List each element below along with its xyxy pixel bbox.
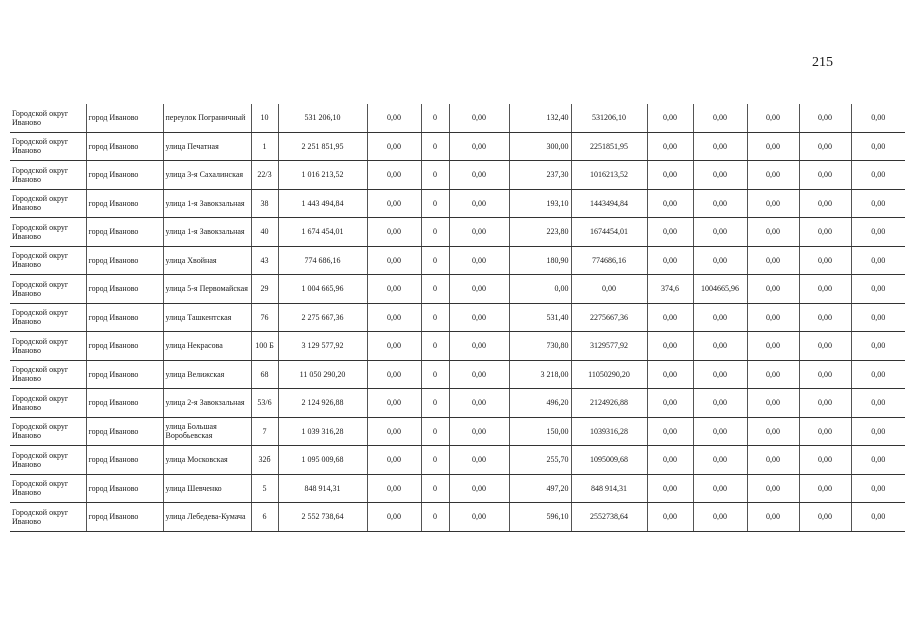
area-cell: 180,90 <box>509 246 571 275</box>
district-cell: Городской округ Иваново <box>10 132 86 161</box>
amount-cell: 531206,10 <box>571 104 647 132</box>
total-cost-cell: 3 129 577,92 <box>278 332 367 361</box>
table-row <box>10 303 905 332</box>
value-cell: 0,00 <box>851 360 905 389</box>
table-row <box>10 104 905 132</box>
value-cell: 0,00 <box>449 503 509 532</box>
value-cell: 0,00 <box>647 446 693 475</box>
value-cell: 0,00 <box>799 303 851 332</box>
amount-cell: 1095009,68 <box>571 446 647 475</box>
total-cost-cell: 774 686,16 <box>278 246 367 275</box>
value-cell: 0,00 <box>747 417 799 446</box>
city-cell: город Иваново <box>86 332 163 361</box>
value-cell: 0,00 <box>747 332 799 361</box>
value-cell: 0,00 <box>851 246 905 275</box>
value-cell: 0,00 <box>367 189 421 218</box>
value-cell: 0,00 <box>851 218 905 247</box>
value-cell: 0,00 <box>851 503 905 532</box>
district-cell: Городской округ Иваново <box>10 360 86 389</box>
value-cell: 0,00 <box>693 332 747 361</box>
count-cell: 0 <box>421 417 449 446</box>
total-cost-cell: 531 206,10 <box>278 104 367 132</box>
value-cell: 0,00 <box>747 246 799 275</box>
table-row <box>10 161 905 190</box>
value-cell: 0,00 <box>647 303 693 332</box>
total-cost-cell: 1 674 454,01 <box>278 218 367 247</box>
value-cell: 0,00 <box>851 303 905 332</box>
city-cell: город Иваново <box>86 360 163 389</box>
value-cell: 0,00 <box>747 303 799 332</box>
value-cell: 0,00 <box>693 161 747 190</box>
city-cell: город Иваново <box>86 161 163 190</box>
value-cell: 0,00 <box>851 161 905 190</box>
value-cell: 0,00 <box>799 218 851 247</box>
house-number-cell: 53/6 <box>251 389 278 418</box>
value-cell: 0,00 <box>449 246 509 275</box>
value-cell: 0,00 <box>367 360 421 389</box>
city-cell: город Иваново <box>86 189 163 218</box>
district-cell: Городской округ Иваново <box>10 275 86 304</box>
value-cell: 0,00 <box>747 389 799 418</box>
value-cell: 0,00 <box>851 389 905 418</box>
value-cell: 0,00 <box>693 189 747 218</box>
street-cell: улица 2-я Завокзальная <box>163 389 251 418</box>
value-cell: 0,00 <box>449 417 509 446</box>
total-cost-cell: 1 004 665,96 <box>278 275 367 304</box>
value-cell: 0,00 <box>449 189 509 218</box>
amount-cell: 11050290,20 <box>571 360 647 389</box>
value-cell: 0,00 <box>851 474 905 503</box>
amount-cell: 2552738,64 <box>571 503 647 532</box>
value-cell: 0,00 <box>693 303 747 332</box>
value-cell: 0,00 <box>449 474 509 503</box>
amount-cell: 2251851,95 <box>571 132 647 161</box>
amount-cell: 848 914,31 <box>571 474 647 503</box>
house-number-cell: 32б <box>251 446 278 475</box>
value-cell: 0,00 <box>647 474 693 503</box>
value-cell: 0,00 <box>647 360 693 389</box>
street-cell: улица 1-я Завокзальная <box>163 218 251 247</box>
value-cell: 0,00 <box>747 446 799 475</box>
table-row <box>10 360 905 389</box>
value-cell: 0,00 <box>449 446 509 475</box>
district-cell: Городской округ Иваново <box>10 303 86 332</box>
table-row <box>10 389 905 418</box>
street-cell: улица Печатная <box>163 132 251 161</box>
value-cell: 0,00 <box>747 218 799 247</box>
city-cell: город Иваново <box>86 246 163 275</box>
total-cost-cell: 2 552 738,64 <box>278 503 367 532</box>
table-row <box>10 132 905 161</box>
table-row <box>10 332 905 361</box>
value-cell: 0,00 <box>851 446 905 475</box>
page-number: 215 <box>812 55 833 70</box>
value-cell: 0,00 <box>747 360 799 389</box>
house-number-cell: 29 <box>251 275 278 304</box>
value-cell: 0,00 <box>367 303 421 332</box>
value-cell: 0,00 <box>647 503 693 532</box>
registry-table <box>10 104 905 532</box>
value-cell: 0,00 <box>449 275 509 304</box>
total-cost-cell: 1 443 494,84 <box>278 189 367 218</box>
value-cell: 0,00 <box>747 474 799 503</box>
area-cell: 3 218,00 <box>509 360 571 389</box>
value-cell: 0,00 <box>693 389 747 418</box>
house-number-cell: 38 <box>251 189 278 218</box>
total-cost-cell: 2 251 851,95 <box>278 132 367 161</box>
value-cell: 0,00 <box>647 417 693 446</box>
value-cell: 0,00 <box>747 503 799 532</box>
value-cell: 0,00 <box>647 218 693 247</box>
district-cell: Городской округ Иваново <box>10 332 86 361</box>
house-number-cell: 43 <box>251 246 278 275</box>
area-cell: 496,20 <box>509 389 571 418</box>
table-row <box>10 474 905 503</box>
street-cell: улица Ташкентская <box>163 303 251 332</box>
value-cell: 0,00 <box>747 275 799 304</box>
street-cell: улица Хвойная <box>163 246 251 275</box>
value-cell: 0,00 <box>367 474 421 503</box>
value-cell: 374,6 <box>647 275 693 304</box>
city-cell: город Иваново <box>86 389 163 418</box>
amount-cell: 1443494,84 <box>571 189 647 218</box>
district-cell: Городской округ Иваново <box>10 246 86 275</box>
value-cell: 0,00 <box>693 246 747 275</box>
table-row <box>10 189 905 218</box>
value-cell: 0,00 <box>851 275 905 304</box>
value-cell: 0,00 <box>449 218 509 247</box>
value-cell: 0,00 <box>647 104 693 132</box>
value-cell: 0,00 <box>693 503 747 532</box>
amount-cell: 1016213,52 <box>571 161 647 190</box>
value-cell: 0,00 <box>449 132 509 161</box>
value-cell: 0,00 <box>693 446 747 475</box>
total-cost-cell: 1 095 009,68 <box>278 446 367 475</box>
table-row <box>10 446 905 475</box>
house-number-cell: 7 <box>251 417 278 446</box>
area-cell: 150,00 <box>509 417 571 446</box>
area-cell: 255,70 <box>509 446 571 475</box>
count-cell: 0 <box>421 303 449 332</box>
value-cell: 0,00 <box>851 104 905 132</box>
house-number-cell: 76 <box>251 303 278 332</box>
house-number-cell: 10 <box>251 104 278 132</box>
value-cell: 0,00 <box>747 189 799 218</box>
value-cell: 0,00 <box>449 360 509 389</box>
area-cell: 0,00 <box>509 275 571 304</box>
value-cell: 0,00 <box>647 332 693 361</box>
count-cell: 0 <box>421 389 449 418</box>
total-cost-cell: 11 050 290,20 <box>278 360 367 389</box>
district-cell: Городской округ Иваново <box>10 417 86 446</box>
value-cell: 0,00 <box>747 132 799 161</box>
value-cell: 0,00 <box>799 104 851 132</box>
street-cell: улица Велижская <box>163 360 251 389</box>
value-cell: 0,00 <box>799 132 851 161</box>
count-cell: 0 <box>421 275 449 304</box>
value-cell: 0,00 <box>647 389 693 418</box>
value-cell: 0,00 <box>799 332 851 361</box>
value-cell: 0,00 <box>647 189 693 218</box>
amount-cell: 0,00 <box>571 275 647 304</box>
area-cell: 237,30 <box>509 161 571 190</box>
amount-cell: 1674454,01 <box>571 218 647 247</box>
value-cell: 0,00 <box>851 417 905 446</box>
value-cell: 0,00 <box>367 332 421 361</box>
district-cell: Городской округ Иваново <box>10 189 86 218</box>
value-cell: 0,00 <box>693 132 747 161</box>
value-cell: 0,00 <box>367 389 421 418</box>
value-cell: 0,00 <box>367 503 421 532</box>
city-cell: город Иваново <box>86 104 163 132</box>
amount-cell: 3129577,92 <box>571 332 647 361</box>
value-cell: 0,00 <box>799 474 851 503</box>
value-cell: 0,00 <box>799 161 851 190</box>
value-cell: 0,00 <box>449 332 509 361</box>
table-row <box>10 218 905 247</box>
count-cell: 0 <box>421 332 449 361</box>
value-cell: 0,00 <box>799 189 851 218</box>
value-cell: 0,00 <box>647 161 693 190</box>
value-cell: 0,00 <box>799 246 851 275</box>
value-cell: 0,00 <box>367 161 421 190</box>
area-cell: 730,80 <box>509 332 571 361</box>
amount-cell: 2124926,88 <box>571 389 647 418</box>
district-cell: Городской округ Иваново <box>10 389 86 418</box>
city-cell: город Иваново <box>86 474 163 503</box>
street-cell: переулок Пограничный <box>163 104 251 132</box>
value-cell: 0,00 <box>799 360 851 389</box>
total-cost-cell: 1 039 316,28 <box>278 417 367 446</box>
value-cell: 0,00 <box>367 132 421 161</box>
count-cell: 0 <box>421 246 449 275</box>
house-number-cell: 100 Б <box>251 332 278 361</box>
house-number-cell: 68 <box>251 360 278 389</box>
district-cell: Городской округ Иваново <box>10 218 86 247</box>
area-cell: 132,40 <box>509 104 571 132</box>
count-cell: 0 <box>421 503 449 532</box>
street-cell: улица Большая Воробьевская <box>163 417 251 446</box>
value-cell: 0,00 <box>799 503 851 532</box>
registry-rows <box>10 104 905 531</box>
value-cell: 0,00 <box>647 246 693 275</box>
value-cell: 0,00 <box>747 161 799 190</box>
value-cell: 0,00 <box>799 446 851 475</box>
house-number-cell: 40 <box>251 218 278 247</box>
street-cell: улица Шевченко <box>163 474 251 503</box>
city-cell: город Иваново <box>86 417 163 446</box>
street-cell: улица 5-я Первомайская <box>163 275 251 304</box>
value-cell: 0,00 <box>367 446 421 475</box>
street-cell: улица 3-я Сахалинская <box>163 161 251 190</box>
city-cell: город Иваново <box>86 446 163 475</box>
area-cell: 531,40 <box>509 303 571 332</box>
value-cell: 0,00 <box>693 104 747 132</box>
table-row <box>10 503 905 532</box>
value-cell: 0,00 <box>799 417 851 446</box>
street-cell: улица 1-я Завокзальная <box>163 189 251 218</box>
district-cell: Городской округ Иваново <box>10 161 86 190</box>
count-cell: 0 <box>421 474 449 503</box>
value-cell: 0,00 <box>851 332 905 361</box>
value-cell: 0,00 <box>367 417 421 446</box>
count-cell: 0 <box>421 189 449 218</box>
value-cell: 0,00 <box>449 303 509 332</box>
value-cell: 0,00 <box>647 132 693 161</box>
total-cost-cell: 2 124 926,88 <box>278 389 367 418</box>
area-cell: 223,80 <box>509 218 571 247</box>
value-cell: 0,00 <box>693 474 747 503</box>
value-cell: 0,00 <box>851 132 905 161</box>
value-cell: 0,00 <box>367 218 421 247</box>
district-cell: Городской округ Иваново <box>10 446 86 475</box>
count-cell: 0 <box>421 218 449 247</box>
house-number-cell: 5 <box>251 474 278 503</box>
value-cell: 0,00 <box>693 360 747 389</box>
value-cell: 0,00 <box>449 389 509 418</box>
count-cell: 0 <box>421 161 449 190</box>
city-cell: город Иваново <box>86 275 163 304</box>
value-cell: 0,00 <box>693 218 747 247</box>
street-cell: улица Лебедева-Кумача <box>163 503 251 532</box>
value-cell: 0,00 <box>799 389 851 418</box>
total-cost-cell: 1 016 213,52 <box>278 161 367 190</box>
city-cell: город Иваново <box>86 132 163 161</box>
value-cell: 0,00 <box>449 161 509 190</box>
house-number-cell: 22/3 <box>251 161 278 190</box>
house-number-cell: 1 <box>251 132 278 161</box>
value-cell: 0,00 <box>367 275 421 304</box>
table-row <box>10 246 905 275</box>
street-cell: улица Московская <box>163 446 251 475</box>
amount-cell: 1039316,28 <box>571 417 647 446</box>
table-row <box>10 275 905 304</box>
district-cell: Городской округ Иваново <box>10 474 86 503</box>
value-cell: 0,00 <box>747 104 799 132</box>
count-cell: 0 <box>421 104 449 132</box>
city-cell: город Иваново <box>86 218 163 247</box>
table-row <box>10 417 905 446</box>
area-cell: 300,00 <box>509 132 571 161</box>
value-cell: 0,00 <box>449 104 509 132</box>
total-cost-cell: 2 275 667,36 <box>278 303 367 332</box>
amount-cell: 774686,16 <box>571 246 647 275</box>
district-cell: Городской округ Иваново <box>10 104 86 132</box>
count-cell: 0 <box>421 446 449 475</box>
street-cell: улица Некрасова <box>163 332 251 361</box>
district-cell: Городской округ Иваново <box>10 503 86 532</box>
house-number-cell: 6 <box>251 503 278 532</box>
value-cell: 0,00 <box>367 104 421 132</box>
value-cell: 0,00 <box>799 275 851 304</box>
value-cell: 0,00 <box>367 246 421 275</box>
count-cell: 0 <box>421 132 449 161</box>
value-cell: 0,00 <box>693 417 747 446</box>
area-cell: 497,20 <box>509 474 571 503</box>
amount-cell: 2275667,36 <box>571 303 647 332</box>
city-cell: город Иваново <box>86 303 163 332</box>
value-cell: 1004665,96 <box>693 275 747 304</box>
count-cell: 0 <box>421 360 449 389</box>
total-cost-cell: 848 914,31 <box>278 474 367 503</box>
value-cell: 0,00 <box>851 189 905 218</box>
area-cell: 193,10 <box>509 189 571 218</box>
city-cell: город Иваново <box>86 503 163 532</box>
area-cell: 596,10 <box>509 503 571 532</box>
